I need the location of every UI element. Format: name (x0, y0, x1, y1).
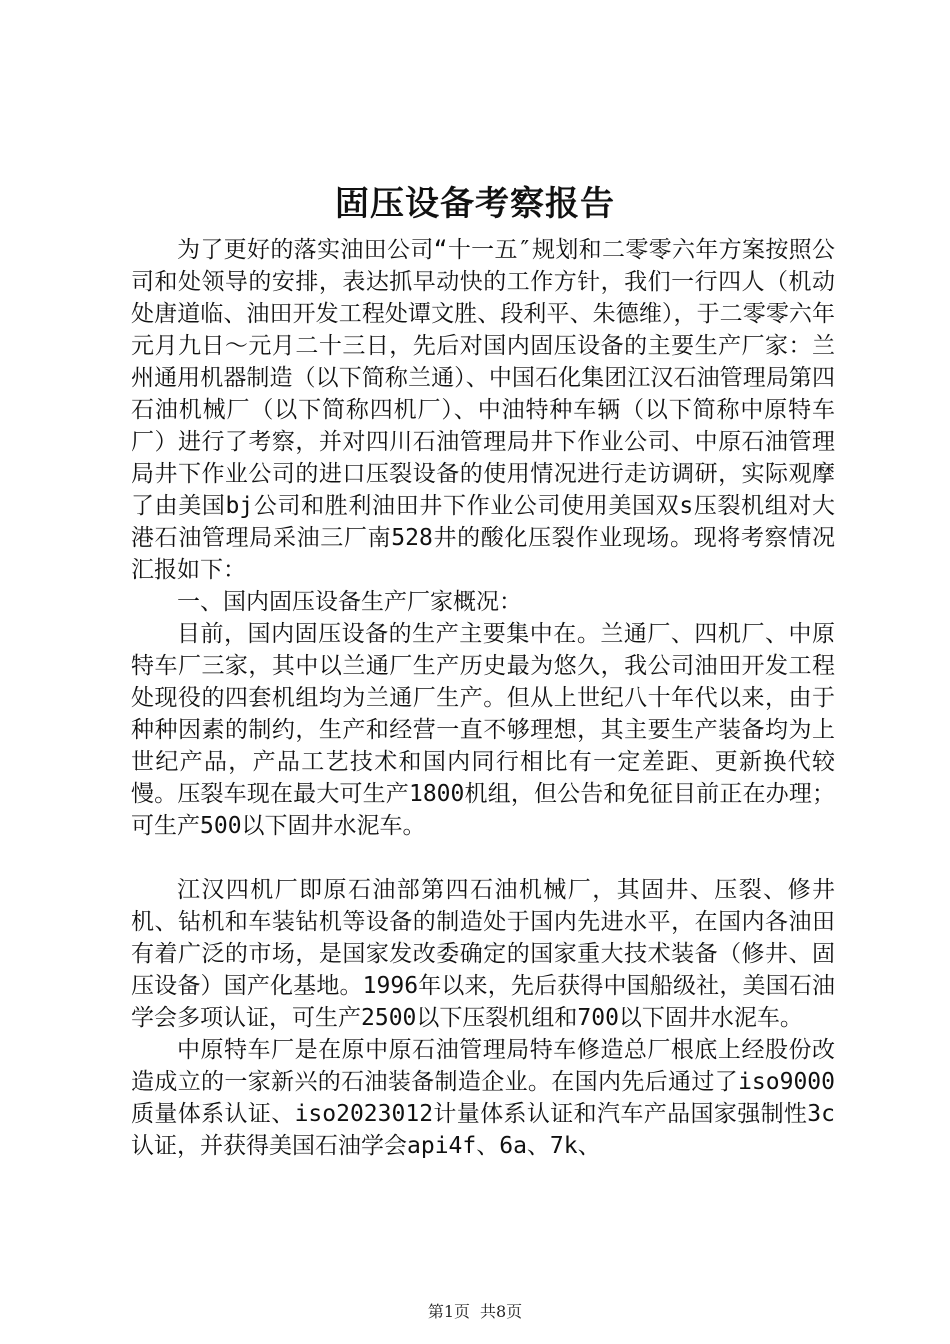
page-number: 第1页 (427, 1302, 470, 1321)
paragraph-lanzhou: 目前，国内固压设备的生产主要集中在。兰通厂、四机厂、中原特车厂三家，其中以兰通厂生产历史最为悠久，我公司油田开发工程处现役的四套机组均为兰通厂生产。但从上世纪八十年代以来，由于种种因素的制约，生产和经营一直不够理想，其主要生产装备均为上世纪产品，产品工艺技术和国内同行相比有一定差距、更新换代较慢。压裂车现在最大可生产1800机组，但公告和免征目前正在办理；可生产500以下固井水泥车。 (131, 621, 835, 839)
page-total: 共8页 (480, 1302, 523, 1321)
paragraph-zhongyuan: 中原特车厂是在原中原石油管理局特车修造总厂根底上经股份改造成立的一家新兴的石油装备制造企业。在国内先后通过了iso9000质量体系认证、iso2023012计量体系认证和汽车产品国家强制性3c认证，并获得美国石油学会api4f、6a、7k、 (131, 1037, 835, 1159)
paragraph-intro: 为了更好的落实油田公司“十一五″规划和二零零六年方案按照公司和处领导的安排，表达抓早动快的工作方针，我们一行四人（机动处唐道临、油田开发工程处谭文胜、段利平、朱德维），于二零零六年元月九日～元月二十三日，先后对国内固压设备的主要生产厂家：兰州通用机器制造（以下简称兰通）、中国石化集团江汉石油管理局第四石油机械厂（以下简称四机厂）、中油特种车辆（以下简称中原特车厂）进行了考察，并对四川石油管理局井下作业公司、中原石油管理局井下作业公司的进口压裂设备的使用情况进行走访调研，实际观摩了由美国bj公司和胜利油田井下作业公司使用美国双s压裂机组对大港石油管理局采油三厂南528井的酸化压裂作业现场。现将考察情况汇报如下： (131, 237, 835, 583)
page-footer (0, 1302, 950, 1322)
paragraph-jianghan: 江汉四机厂即原石油部第四石油机械厂，其固井、压裂、修井机、钻机和车装钻机等设备的制造处于国内先进水平，在国内各油田有着广泛的市场，是国家发改委确定的国家重大技术装备（修井、固压设备）国产化基地。1996年以来，先后获得中国船级社，美国石油学会多项认证，可生产2500以下压裂机组和700以下固井水泥车。 (131, 877, 835, 1031)
document-body (131, 234, 835, 1162)
section-heading: 一、国内固压设备生产厂家概况： (177, 589, 522, 615)
document-title: 固压设备考察报告 (335, 184, 615, 224)
